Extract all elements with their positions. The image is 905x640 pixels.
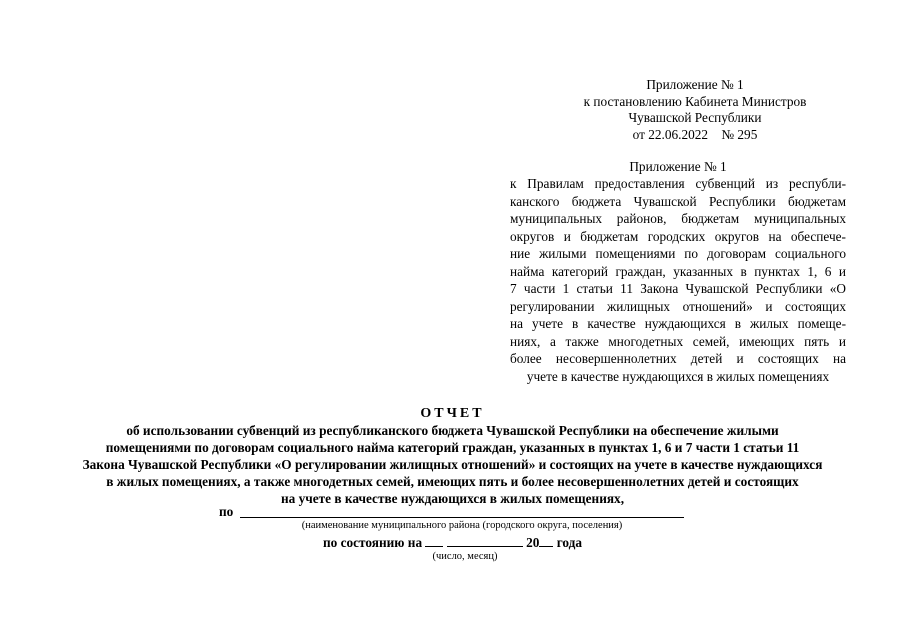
municipality-caption: (наименование муниципального района (городского округа, поселения)	[301, 520, 623, 531]
report-title-line: в жилых помещениях, а также многодетных семей, имеющих пять и более несовершеннолетних детей и состоящих	[106, 474, 799, 489]
year-blank-line[interactable]	[539, 534, 553, 547]
appendix-rules-title: Приложение № 1	[629, 159, 727, 174]
appendix-rules-line: более несовершеннолетних детей и состоящих на	[510, 351, 846, 366]
appendix-rules-line: регулировании жилищных отношений» и состоящих	[510, 298, 846, 314]
report-date-prefix: по состоянию на	[322, 535, 423, 550]
report-title-line: об использовании субвенций из республиканского бюджета Чувашской Республики на обеспечение жилыми	[126, 423, 779, 438]
appendix-number: Приложение № 1	[646, 77, 744, 92]
appendix-rules-line: ние жилыми помещениями по договорам социального	[510, 246, 846, 261]
appendix-rules-line: найма категорий граждан, указанных в пунктах 1, 6 и	[510, 263, 846, 279]
appendix-republic: Чувашской Республики	[628, 110, 762, 125]
day-blank-line[interactable]	[425, 534, 443, 547]
report-title-line: помещениями по договорам социального найма категорий граждан, указанных в пунктах 1, 6 и 7 части 1 статьи 11	[105, 440, 800, 455]
appendix-rules-line: на учете в качестве нуждающихся в жилых помеще-	[510, 316, 846, 331]
appendix-rules-line: муниципальных районов, бюджетам муниципальных	[510, 211, 846, 226]
appendix-resolution-ref: к постановлению Кабинета Министров	[583, 93, 807, 109]
month-blank-line[interactable]	[447, 534, 523, 547]
report-title-block	[40, 405, 865, 507]
appendix-rules-line: ниях, а также многодетных семей, имеющих пять и	[510, 333, 846, 349]
report-date-suffix: года	[556, 535, 583, 550]
appendix-rules-block	[510, 175, 846, 385]
municipality-blank-line[interactable]	[240, 517, 684, 518]
municipality-label: по	[219, 504, 234, 519]
report-date-row	[0, 534, 905, 551]
appendix-rules-line: округов и бюджетам городских округов на обеспече-	[510, 228, 846, 244]
report-title-line: на учете в качестве нуждающихся в жилых помещениях,	[280, 491, 625, 506]
appendix-rules-line: 7 части 1 статьи 11 Закона Чувашской Республики «О	[510, 281, 846, 296]
report-heading: ОТЧЕТ	[420, 406, 485, 421]
report-title-line: Закона Чувашской Республики «О регулировании жилищных отношений» и состоящих на учете в качестве нуждающихся	[82, 457, 823, 472]
appendix-rules-line: учете в качестве нуждающихся в жилых помещениях	[526, 368, 830, 384]
appendix-rules-line: канского бюджета Чувашской Республики бюджетам	[510, 193, 846, 209]
appendix-date-number: от 22.06.2022 № 295	[632, 126, 758, 142]
appendix-rules-line: к Правилам предоставления субвенций из республи-	[510, 176, 846, 191]
year-prefix: 20	[526, 535, 540, 550]
appendix-resolution-block	[540, 77, 850, 143]
date-caption: (число, месяц)	[432, 551, 498, 562]
